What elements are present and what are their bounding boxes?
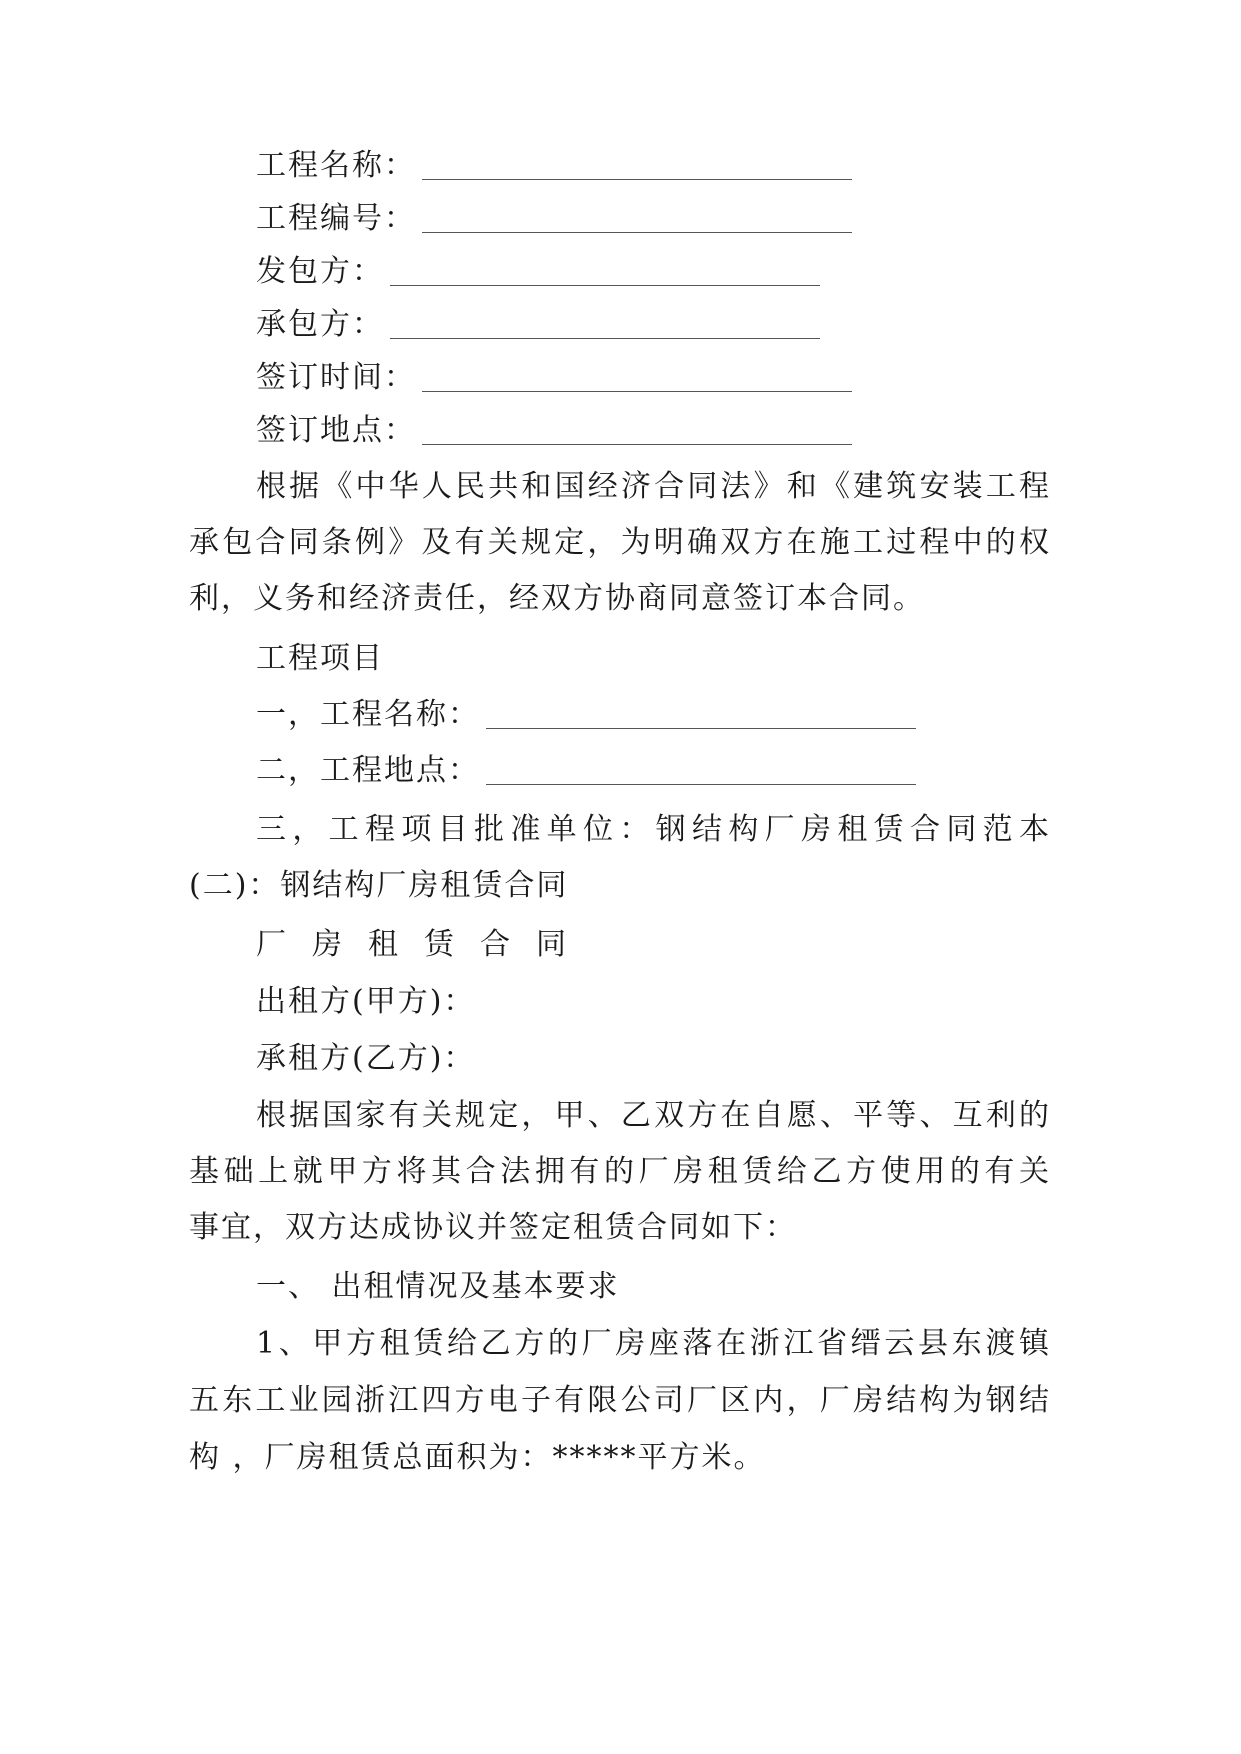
- field-contractor: [256, 296, 1051, 354]
- lessor-label: 出租方(甲方)：: [256, 984, 476, 1019]
- field-project-name: [256, 137, 1051, 195]
- field-label: 工程编号：: [256, 201, 416, 236]
- blank-line: [422, 349, 852, 392]
- blank-line: [486, 742, 916, 785]
- approval-line: 三，工程项目批准单位：钢结构厂房租赁合同范本: [256, 812, 1051, 847]
- clause-line: 构 ，厂房租赁总面积为：*****平方米。: [189, 1440, 766, 1475]
- clause-line: 五东工业园浙江四方电子有限公司厂区内，厂房结构为钢结: [189, 1383, 1051, 1418]
- blank-line: [486, 686, 916, 729]
- agreement-line: 基础上就甲方将其合法拥有的厂房租赁给乙方使用的有关: [189, 1154, 1051, 1189]
- field-project-number: [256, 190, 1051, 248]
- intro-line: 利，义务和经济责任，经双方协商同意签订本合同。: [189, 581, 925, 616]
- field-project-name-2: [256, 686, 1051, 744]
- intro-line: 承包合同条例》及有关规定，为明确双方在施工过程中的权: [189, 525, 1051, 560]
- field-signing-place: [256, 402, 1051, 460]
- blank-line: [390, 296, 820, 339]
- blank-line: [422, 137, 852, 180]
- blank-line: [422, 190, 852, 233]
- blank-line: [390, 243, 820, 286]
- clause-line: 1、甲方租赁给乙方的厂房座落在浙江省缙云县东渡镇: [256, 1326, 1051, 1361]
- field-label: 承包方：: [256, 307, 384, 342]
- field-label: 一，工程名称：: [256, 697, 480, 732]
- lessee-label: 承租方(乙方)：: [256, 1041, 476, 1076]
- field-label: 发包方：: [256, 254, 384, 289]
- lease-title: 厂房租赁合同: [256, 927, 592, 962]
- field-label: 签订地点：: [256, 413, 416, 448]
- field-project-location: [256, 742, 1051, 800]
- field-signing-time: [256, 349, 1051, 407]
- agreement-line: 根据国家有关规定，甲、乙双方在自愿、平等、互利的: [256, 1098, 1051, 1133]
- field-employer: [256, 243, 1051, 301]
- approval-line: (二)：钢结构厂房租赁合同: [189, 868, 569, 903]
- field-label: 签订时间：: [256, 360, 416, 395]
- field-label: 工程名称：: [256, 148, 416, 183]
- intro-line: 根据《中华人民共和国经济合同法》和《建筑安装工程: [256, 469, 1051, 504]
- section-heading: 工程项目: [256, 641, 384, 676]
- blank-line: [422, 402, 852, 445]
- clause-heading: 一、 出租情况及基本要求: [256, 1269, 620, 1304]
- field-label: 二，工程地点：: [256, 753, 480, 788]
- agreement-line: 事宜，双方达成协议并签定租赁合同如下：: [189, 1210, 797, 1245]
